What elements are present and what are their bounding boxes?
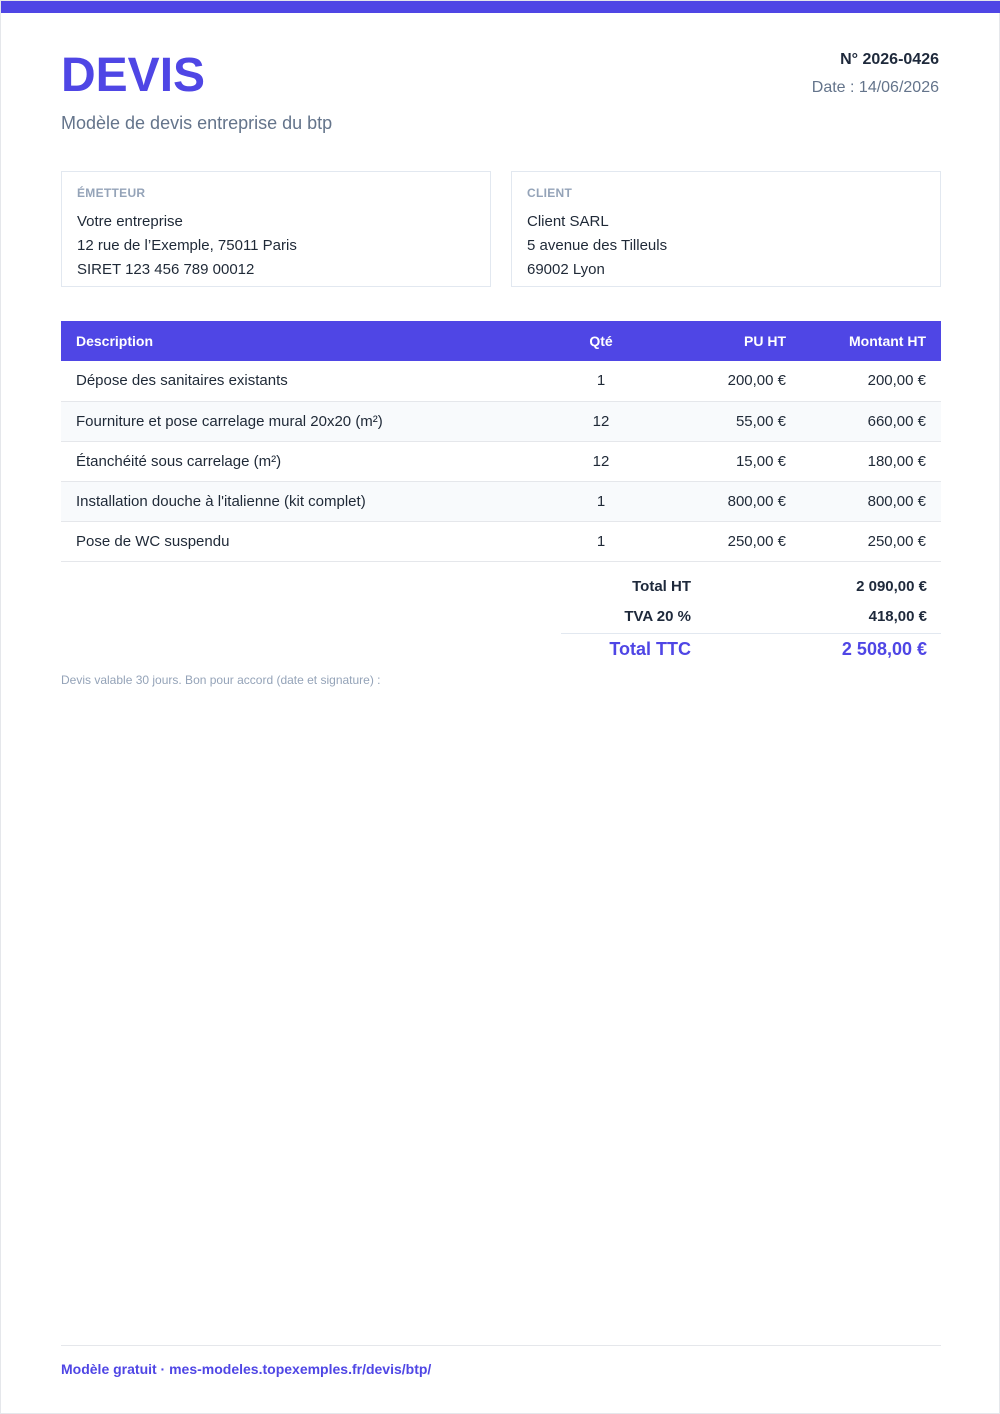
footer-divider <box>61 1345 941 1346</box>
row-description: Pose de WC suspendu <box>61 521 541 561</box>
table-row <box>61 481 941 521</box>
total-ttc-row <box>561 633 941 665</box>
total-ht-label: Total HT <box>632 577 691 595</box>
table-header-row <box>61 321 941 361</box>
quote-number: N° 2026-0426 <box>840 51 939 68</box>
row-quantity: 1 <box>541 521 661 561</box>
row-amount: 250,00 € <box>801 521 941 561</box>
items-table <box>61 321 941 562</box>
row-unit-price: 55,00 € <box>661 401 801 441</box>
row-description: Installation douche à l'italienne (kit complet) <box>61 481 541 521</box>
row-quantity: 1 <box>541 361 661 401</box>
issuer-address: 12 rue de l’Exemple, 75011 Paris <box>77 237 297 254</box>
table-row <box>61 401 941 441</box>
header-unit-price: PU HT <box>661 321 801 361</box>
client-label: CLIENT <box>527 186 573 200</box>
totals-block <box>561 571 941 665</box>
client-name: Client SARL <box>527 213 609 230</box>
header-quantity: Qté <box>541 321 661 361</box>
row-quantity: 12 <box>541 441 661 481</box>
row-amount: 800,00 € <box>801 481 941 521</box>
validity-note: Devis valable 30 jours. Bon pour accord (date et signature) : <box>61 673 381 687</box>
footer-link[interactable]: Modèle gratuit · mes-modeles.topexemples.fr/devis/btp/ <box>61 1361 432 1377</box>
row-description: Fourniture et pose carrelage mural 20x20 (m²) <box>61 401 541 441</box>
table-row <box>61 521 941 561</box>
issuer-siret: SIRET 123 456 789 00012 <box>77 261 255 278</box>
table-row <box>61 361 941 401</box>
row-unit-price: 200,00 € <box>661 361 801 401</box>
row-description: Dépose des sanitaires existants <box>61 361 541 401</box>
tva-value: 418,00 € <box>868 607 927 625</box>
total-ht-value: 2 090,00 € <box>856 577 927 595</box>
issuer-box <box>61 171 491 287</box>
row-amount: 200,00 € <box>801 361 941 401</box>
tva-row <box>561 601 941 631</box>
quote-date: Date : 14/06/2026 <box>811 79 939 96</box>
issuer-name: Votre entreprise <box>77 213 183 230</box>
document-title: DEVIS <box>61 49 206 102</box>
header-description: Description <box>61 321 541 361</box>
client-city: 69002 Lyon <box>527 261 605 278</box>
row-quantity: 1 <box>541 481 661 521</box>
header-amount: Montant HT <box>801 321 941 361</box>
accent-top-bar <box>1 1 1000 13</box>
document-subtitle: Modèle de devis entreprise du btp <box>61 113 333 133</box>
row-quantity: 12 <box>541 401 661 441</box>
row-amount: 660,00 € <box>801 401 941 441</box>
row-unit-price: 15,00 € <box>661 441 801 481</box>
client-address: 5 avenue des Tilleuls <box>527 237 668 254</box>
row-amount: 180,00 € <box>801 441 941 481</box>
client-box <box>511 171 941 287</box>
row-description: Étanchéité sous carrelage (m²) <box>61 441 541 481</box>
total-ttc-label: Total TTC <box>609 639 691 659</box>
total-ht-row <box>561 571 941 601</box>
row-unit-price: 800,00 € <box>661 481 801 521</box>
table-row <box>61 441 941 481</box>
issuer-label: ÉMETTEUR <box>77 186 146 200</box>
tva-label: TVA 20 % <box>624 607 691 625</box>
row-unit-price: 250,00 € <box>661 521 801 561</box>
total-ttc-value: 2 508,00 € <box>841 639 927 659</box>
